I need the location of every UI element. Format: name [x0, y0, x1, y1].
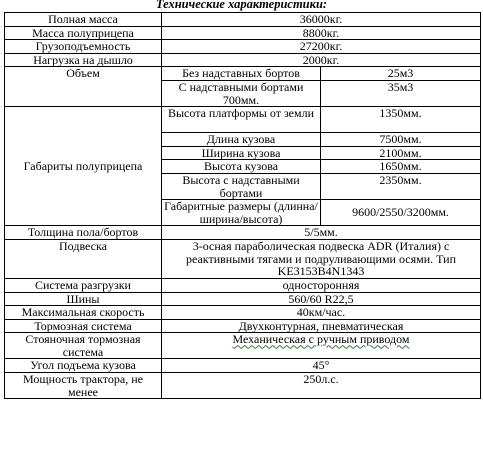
- spec-value: 7500мм.: [321, 133, 481, 147]
- specs-table: [4, 12, 481, 399]
- spec-value: 2000кг.: [162, 53, 481, 67]
- spec-value: 250л.с.: [162, 373, 481, 399]
- spec-value: 1650мм.: [321, 160, 481, 174]
- spec-value: 9600/2550/3200мм.: [321, 200, 481, 226]
- table-row: [5, 226, 481, 240]
- sub-label: Без надставных бортов: [162, 67, 321, 81]
- spec-value: 2100мм.: [321, 146, 481, 160]
- table-row: [5, 40, 481, 54]
- table-row: [5, 53, 481, 67]
- table-row: [5, 26, 481, 40]
- spec-label: Стояночная тормозная система: [5, 333, 162, 359]
- spec-value: 5/5мм.: [162, 226, 481, 240]
- sub-label: С надставными бортами 700мм.: [162, 80, 321, 106]
- spec-label: Мощность трактора, не менее: [5, 373, 162, 399]
- spec-value: 36000кг.: [162, 13, 481, 27]
- table-row: [5, 373, 481, 399]
- table-row: [5, 67, 481, 81]
- spec-label: Габариты полуприцепа: [5, 107, 162, 226]
- sub-label: Высота с надставными бортами: [162, 173, 321, 199]
- sub-label: Габаритные размеры (длинна/ширина/высота): [162, 200, 321, 226]
- spec-value: Двухконтурная, пневматическая: [162, 319, 481, 333]
- table-row: [5, 292, 481, 306]
- spec-value: 3-осная параболическая подвеска ADR (Италия) с реактивными тягами и подруливающими осями. Тип KE3153B4N1343: [162, 239, 481, 278]
- spec-label: Шины: [5, 292, 162, 306]
- table-row: [5, 278, 481, 292]
- spec-label: Объем: [5, 67, 162, 107]
- sub-label: Высота кузова: [162, 160, 321, 174]
- spec-value: 40км/час.: [162, 306, 481, 320]
- spec-label: Подвеска: [5, 239, 162, 278]
- table-row: [5, 333, 481, 359]
- sub-label: Ширина кузова: [162, 146, 321, 160]
- spec-value: 25м3: [321, 67, 481, 81]
- sub-label: Высота платформы от земли: [162, 107, 321, 133]
- spec-label: Толщина пола/бортов: [5, 226, 162, 240]
- spec-value: 560/60 R22,5: [162, 292, 481, 306]
- table-row: [5, 107, 481, 133]
- table-row: [5, 13, 481, 27]
- spec-value: 35м3: [321, 80, 481, 106]
- spec-label: Полная масса: [5, 13, 162, 27]
- table-row: [5, 306, 481, 320]
- sub-label: Длина кузова: [162, 133, 321, 147]
- page-title: Технические характеристики:: [155, 0, 328, 11]
- spec-label: Грузоподъемность: [5, 40, 162, 54]
- spec-label: Нагрузка на дышло: [5, 53, 162, 67]
- spec-label: Угол подъема кузова: [5, 359, 162, 373]
- spec-value: 8800кг.: [162, 26, 481, 40]
- spec-label: Тормозная система: [5, 319, 162, 333]
- spec-value: 45°: [162, 359, 481, 373]
- spec-value: Механическая с ручным приводом: [232, 332, 410, 347]
- table-row: [5, 239, 481, 278]
- spec-value: 1350мм.: [321, 107, 481, 133]
- spec-label: Масса полуприцепа: [5, 26, 162, 40]
- table-row: [5, 319, 481, 333]
- spec-value: 2350мм.: [321, 173, 481, 199]
- spec-label: Система разгрузки: [5, 278, 162, 292]
- table-row: [5, 359, 481, 373]
- spec-value: 27200кг.: [162, 40, 481, 54]
- spec-value: односторонняя: [162, 278, 481, 292]
- spec-label: Максимальная скорость: [5, 306, 162, 320]
